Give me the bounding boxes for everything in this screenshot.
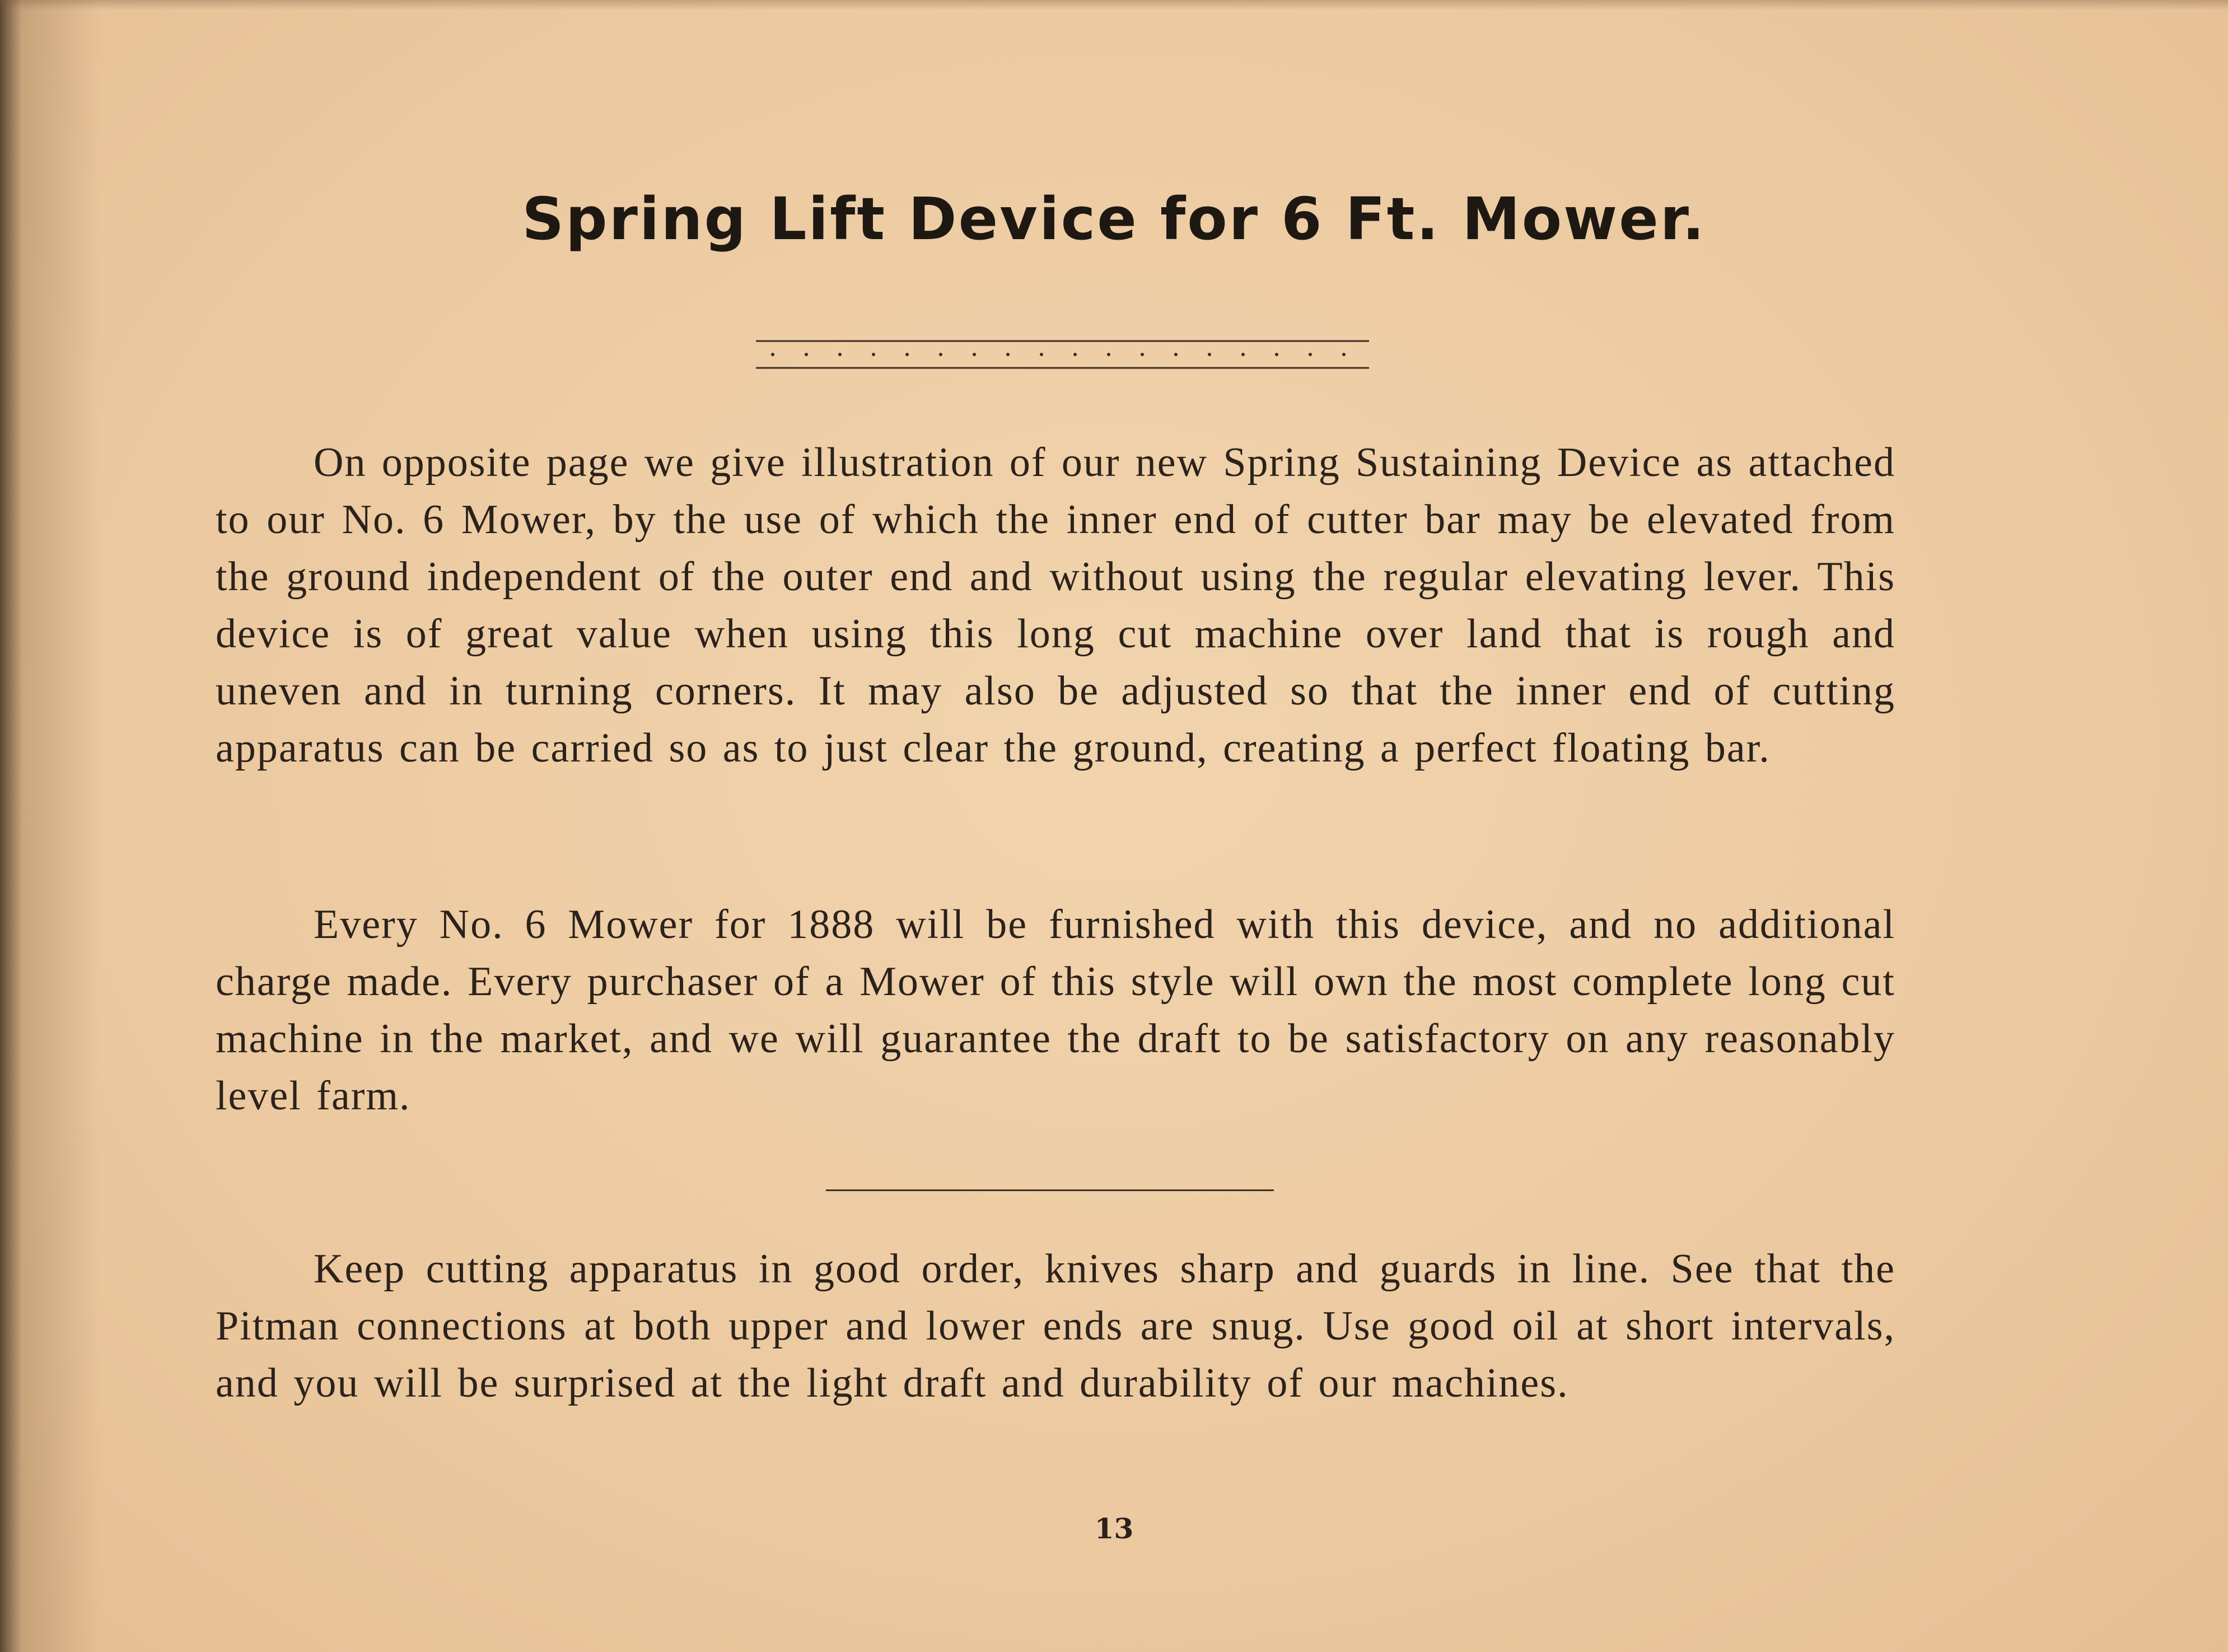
paragraph-maintenance-text: Keep cutting apparatus in good order, knives sharp and guards in line. See that the Pitman connections at both upper and lower ends are snug. Use good oil at short intervals, and you will be surprised at the light draft and durability of our machines.: [216, 1246, 1895, 1406]
paragraph-mower-1888: [216, 896, 1895, 1124]
paragraph-maintenance: [216, 1240, 1895, 1412]
paragraph-spring-device-text: On opposite page we give illustration of our new Spring Sustaining Device as attached to our No. 6 Mower, by the use of which the inner end of cutter bar may be elevated from the ground independent of the outer end and without using the regular elevating lever. This device is of great value when using this long cut machine over land that is rough and uneven and in turning corners. It may also be adjusted so that the inner end of cutting apparatus can be carried so as to just clear the ground, creating a perfect floating bar.: [216, 440, 1895, 771]
paragraph-spring-device: [216, 434, 1895, 777]
paragraph-mower-1888-text: Every No. 6 Mower for 1888 will be furnished with this device, and no additional charge made. Every purchaser of a Mower of this style will own the most complete long cut machine in the market, and we will guarantee the draft to be satisfactory on any reasonably level farm.: [216, 902, 1895, 1119]
page-number: 13: [1094, 1512, 1134, 1545]
page-title: Spring Lift Device for 6 Ft. Mower.: [522, 185, 1706, 253]
page-top-edge: [0, 0, 2228, 10]
section-divider: [826, 1189, 1274, 1191]
ornamental-rule: [756, 339, 1369, 371]
